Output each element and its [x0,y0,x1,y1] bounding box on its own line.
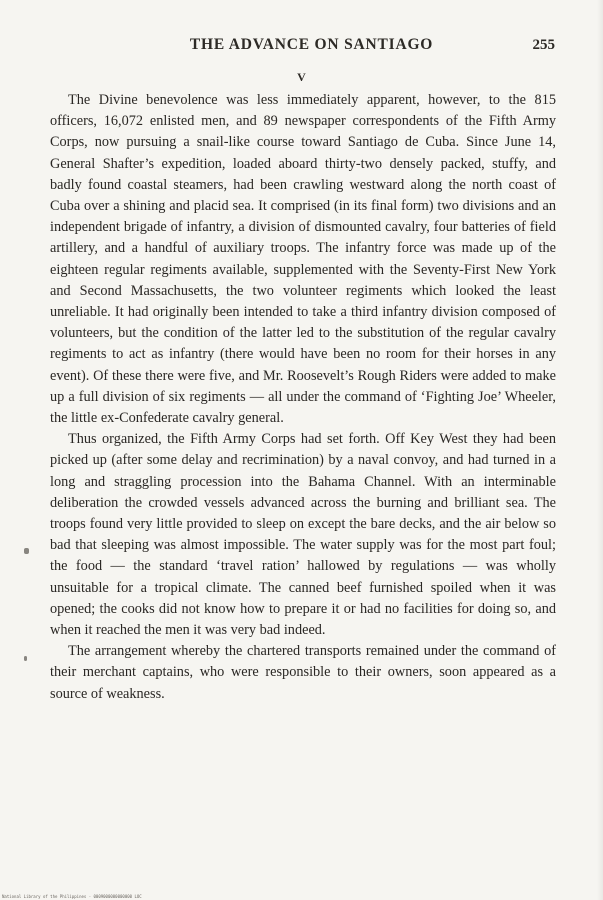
page-edge-shadow [597,0,603,900]
page-number: 255 [532,37,555,53]
section-numeral: V [297,70,306,84]
paragraph-3: The arrangement whereby the chartered transports remained under the command of their merchant captains, who were responsible to their owners, soon appeared as a source of weakness. [50,643,556,702]
margin-speck [24,656,27,661]
paragraph-2: Thus organized, the Fifth Army Corps had set forth. Off Key West they had been picked up (after some delay and recrimination) by a naval convoy, and had turned in a long and straggling procession into the Bahama Channel. With an interminable deliberation the crowded vessels advanced across the burning and brilliant sea. The troops found very little provided to sleep on except the bare decks, and the air below so bad that sleeping was almost impossible. The water supply was for the most part foul; the food — the standard ‘travel ration’ hallowed by regulations — was wholly unsuitable for a tropical climate. The canned beef furnished spoiled when it was opened; the cooks did not know how to prepare it or had no facilities for doing so, and when it reached the men it was very bad indeed. [50,431,556,639]
body-text [50,90,556,705]
margin-speck [24,548,29,554]
running-title: THE ADVANCE ON SANTIAGO [189,36,434,53]
paragraph-1: The Divine benevolence was less immediately apparent, however, to the 815 officers, 16,072 enlisted men, and 89 newspaper correspondents of the Fifth Army Corps, now pursuing a snail-like course toward Santiago de Cuba. Since June 14, General Shafter’s expedition, loaded aboard thirty-two densely packed, stuffy, and badly found coastal steamers, had been crawling westward along the north coast of Cuba over a shining and placid sea. It comprised (in its final form) two divisions and an independent brigade of infantry, a division of dismounted cavalry, four batteries of field artillery, and a handful of auxiliary troops. The infantry force was made up of the eighteen regular regiments available, supplemented with the Seventy-First New York and Second Massachusetts, the two volunteer regiments which looked the least unreliable. It had originally been intended to take a third infantry division composed of volunteers, but the condition of the latter led to the substitution of the regular cavalry regiments to act as infantry (there would have been no room for their horses in any event). Of these there were five, and Mr. Roosevelt’s Rough Riders were added to make up a full division of six regiments — all under the command of ‘Fighting Joe’ Wheeler, the little ex-Confederate cavalry general. [50,92,556,427]
library-stamp: National Library of the Philippines · 0009000000000000 LOC [2,894,142,899]
running-head [68,36,555,58]
